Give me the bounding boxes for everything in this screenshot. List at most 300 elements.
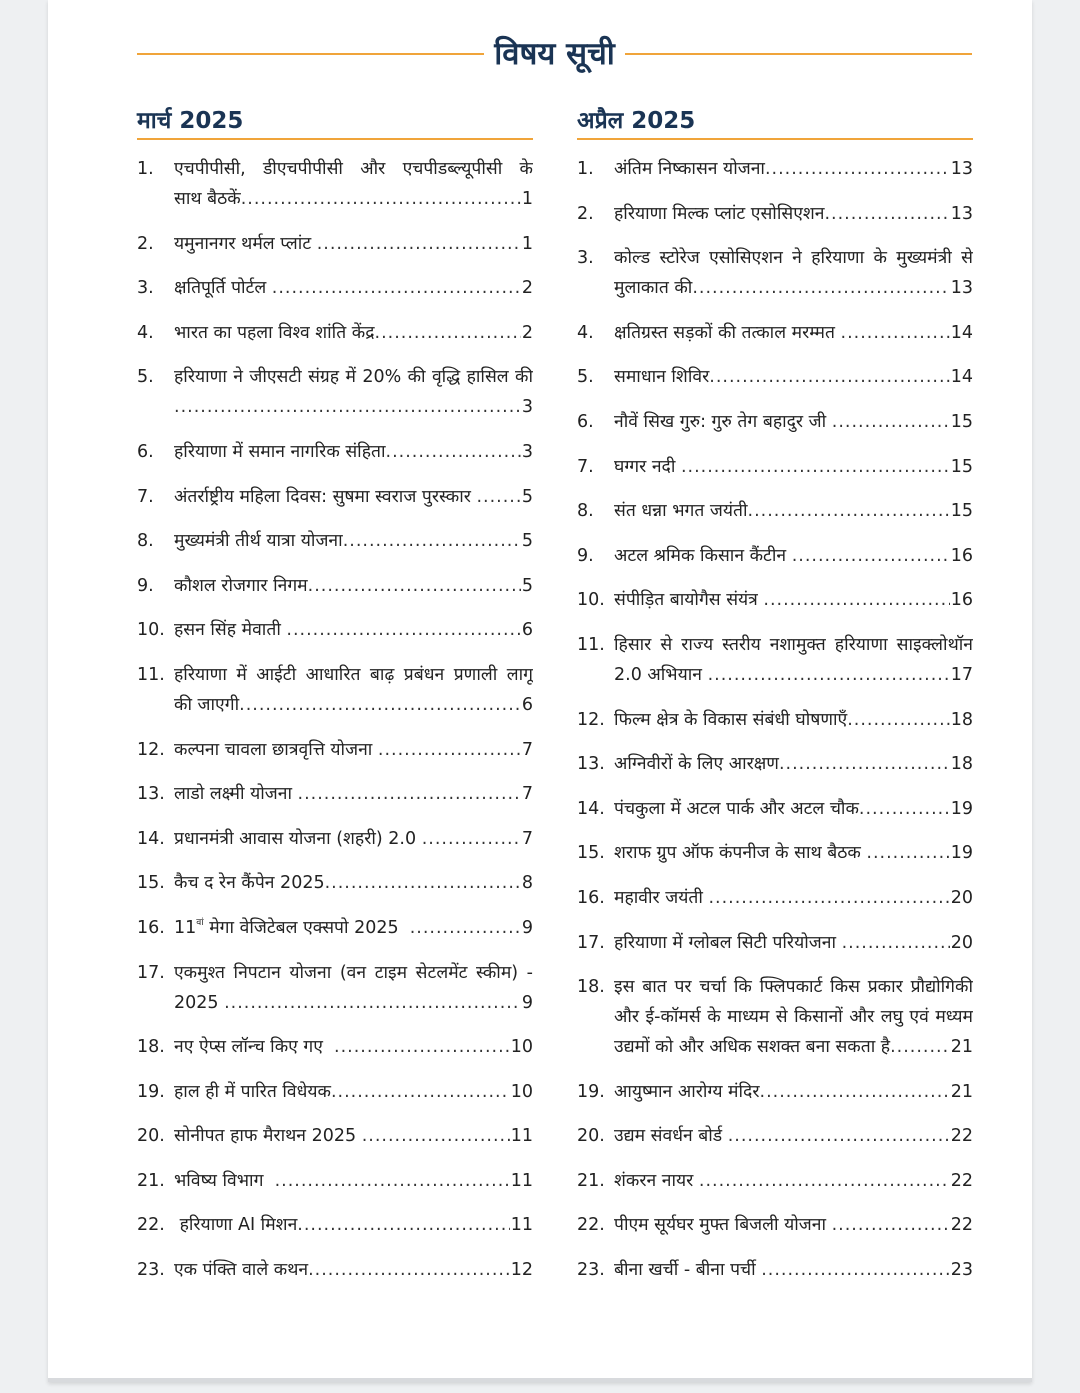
toc-entry[interactable]	[137, 273, 533, 303]
toc-entry-text: और ई-कॉमर्स के माध्यम से किसानों और लघु एवं मध्यम	[614, 1007, 973, 1028]
toc-entry-text	[174, 913, 410, 943]
toc-entry[interactable]	[137, 1032, 533, 1062]
toc-entry[interactable]	[577, 541, 973, 571]
toc-entry-body	[614, 199, 973, 229]
toc-entry-text	[174, 1121, 362, 1151]
dot-leader	[859, 794, 950, 824]
dot-leader	[779, 749, 950, 779]
toc-entry[interactable]	[137, 1166, 533, 1196]
toc-entry-body	[614, 452, 973, 482]
toc-entry-line	[174, 1255, 533, 1285]
dot-leader	[699, 1166, 950, 1196]
toc-entry-text-part: हाल ही में पारित विधेयक	[174, 1081, 331, 1102]
toc-entry-body	[174, 1032, 533, 1062]
dot-leader	[410, 913, 521, 943]
dot-leader	[832, 1210, 950, 1240]
toc-entry-text	[614, 749, 779, 779]
toc-entry[interactable]	[137, 824, 533, 854]
toc-page-number: 5	[521, 575, 533, 596]
toc-entry-line	[614, 1166, 973, 1196]
toc-entry-line	[614, 452, 973, 482]
toc-entry-number: 15.	[137, 873, 165, 894]
toc-entry-line	[174, 735, 533, 765]
toc-entry-text-part: साथ बैठकें	[174, 189, 241, 209]
toc-entry-number: 16.	[577, 887, 605, 908]
toc-entry-number: 5.	[137, 367, 154, 388]
toc-entry-text	[614, 1032, 890, 1062]
toc-entry-number: 20.	[577, 1126, 605, 1147]
dot-leader	[842, 928, 950, 958]
toc-entry[interactable]	[577, 199, 973, 229]
toc-entry-text-part: पीएम सूर्यघर मुफ्त बिजली योजना	[614, 1215, 832, 1236]
toc-page-number: 5	[521, 531, 533, 552]
toc-entry-text	[174, 1255, 308, 1285]
toc-entry-number: 3.	[137, 278, 154, 299]
toc-entry-body	[174, 229, 533, 259]
toc-page-number: 22	[950, 1126, 973, 1147]
toc-page-number: 1	[521, 189, 533, 209]
toc-entry[interactable]	[577, 452, 973, 482]
toc-entry-line	[174, 615, 533, 645]
toc-entry-text-part: उद्यमों को और अधिक सशक्त बना सकता है	[614, 1037, 891, 1058]
toc-page-number: 18	[950, 709, 973, 730]
toc-entry-number: 19.	[137, 1081, 165, 1102]
toc-page-number: 15	[950, 501, 973, 522]
dot-leader	[760, 1077, 950, 1107]
toc-entry[interactable]	[577, 243, 973, 303]
toc-entry-body	[174, 779, 533, 809]
toc-entry-body	[614, 972, 973, 1062]
toc-entry-text: एकमुश्त निपटान योजना (वन टाइम सेटलमेंट स्कीम) -	[174, 962, 533, 983]
toc-entry-text	[614, 585, 763, 615]
toc-entry-line	[174, 1077, 533, 1107]
dot-leader	[239, 690, 521, 720]
toc-entry-text	[614, 496, 748, 526]
toc-entry-text-part: उद्यम संवर्धन बोर्ड	[614, 1126, 728, 1147]
toc-entry-line	[174, 1210, 533, 1240]
toc-entry-line	[174, 482, 533, 512]
toc-entry-number: 4.	[137, 322, 154, 343]
toc-entry-line	[174, 824, 533, 854]
toc-entry-line	[174, 273, 533, 303]
toc-entry-body	[614, 318, 973, 348]
toc-entry-text	[614, 154, 765, 184]
toc-entry-body	[174, 1255, 533, 1285]
toc-entry-number: 1.	[137, 159, 154, 179]
toc-page-number: 14	[950, 322, 973, 343]
toc-page-number: 19	[950, 798, 973, 819]
toc-entry-number: 9.	[137, 575, 154, 596]
toc-entry[interactable]	[577, 705, 973, 735]
toc-entry-text-part: घग्गर नदी	[614, 456, 681, 477]
toc-page-number: 17	[950, 664, 973, 685]
toc-entry-line	[614, 705, 973, 735]
toc-entry-number: 17.	[137, 962, 165, 983]
toc-entry-text-part: नए ऐप्स लॉन्च किए गए	[174, 1037, 335, 1058]
toc-entry-text	[614, 407, 832, 437]
section-heading-march: मार्च 2025	[137, 106, 533, 140]
toc-entry-text	[614, 794, 859, 824]
toc-entry-number: 22.	[577, 1215, 605, 1236]
toc-entry-line	[614, 883, 973, 913]
toc-entry-text-part: हरियाणा में ग्लोबल सिटी परियोजना	[614, 932, 842, 953]
dot-leader	[317, 229, 521, 259]
toc-entry-number: 12.	[137, 739, 165, 760]
toc-entry[interactable]	[137, 779, 533, 809]
toc-entry-body	[174, 1077, 533, 1107]
toc-entry-body	[174, 660, 533, 720]
toc-page-number: 20	[950, 932, 973, 953]
dot-leader	[275, 1166, 510, 1196]
toc-entry-text-part: कल्पना चावला छात्रवृत्ति योजना	[174, 739, 378, 760]
toc-entry-text	[614, 838, 866, 868]
toc-page-number: 2	[521, 322, 533, 343]
toc-entry[interactable]	[577, 585, 973, 615]
toc-page-number: 22	[950, 1215, 973, 1236]
toc-column-april	[577, 106, 973, 1300]
toc-entry-text	[174, 437, 386, 467]
toc-entry-body	[174, 824, 533, 854]
toc-entry-number: 9.	[577, 545, 594, 566]
toc-entry-text-part: शराफ ग्रुप ऑफ कंपनीज के साथ बैठक	[614, 843, 867, 864]
toc-entry-text	[174, 1210, 297, 1240]
toc-entry-text	[174, 571, 308, 601]
toc-entry[interactable]	[577, 838, 973, 868]
toc-page-number: 1	[521, 233, 533, 254]
toc-entry-text-part: हरियाणा में समान नागरिक संहिता	[174, 441, 386, 462]
toc-entry-text	[614, 928, 842, 958]
toc-entry-number: 13.	[577, 754, 605, 775]
toc-entry-text-part: भविष्य विभाग	[174, 1170, 275, 1191]
toc-entry-line	[614, 794, 973, 824]
toc-entry[interactable]	[137, 154, 533, 214]
toc-page-number: 9	[521, 917, 533, 938]
toc-entry-text-part: अटल श्रमिक किसान कैंटीन	[614, 545, 792, 566]
toc-entry-text: इस बात पर चर्चा कि फ्लिपकार्ट किस प्रकार प्रौद्योगिकी	[614, 977, 973, 998]
toc-entry-text	[614, 199, 824, 229]
toc-entry[interactable]	[577, 794, 973, 824]
toc-entry-text	[614, 883, 708, 913]
dot-leader	[709, 362, 949, 392]
toc-entry-body	[174, 318, 533, 348]
toc-entry-line	[614, 585, 973, 615]
toc-list-march	[137, 154, 533, 1285]
toc-entry[interactable]	[577, 496, 973, 526]
toc-entry-body	[614, 705, 973, 735]
section-heading-april: अप्रैल 2025	[577, 106, 973, 140]
dot-leader	[765, 154, 950, 184]
toc-entry[interactable]	[577, 972, 973, 1062]
toc-entry[interactable]	[137, 437, 533, 467]
toc-entry-text-part: महावीर जयंती	[614, 887, 709, 908]
toc-entry-number: 8.	[137, 531, 154, 552]
toc-title-row	[137, 30, 972, 78]
toc-entry[interactable]	[577, 1077, 973, 1107]
toc-entry-body	[614, 243, 973, 303]
toc-entry-line	[614, 1210, 973, 1240]
toc-entry-text	[174, 868, 325, 898]
toc-entry-line	[614, 318, 973, 348]
toc-entry[interactable]	[137, 526, 533, 556]
toc-entry-text	[174, 690, 239, 720]
toc-entry-line	[174, 779, 533, 809]
toc-entry[interactable]	[137, 913, 533, 943]
toc-entry-number: 14.	[577, 798, 605, 819]
toc-entry[interactable]	[137, 482, 533, 512]
toc-entry-text	[614, 1255, 761, 1285]
toc-entry-number: 17.	[577, 932, 605, 953]
toc-entry-text	[174, 988, 224, 1018]
toc-entry-number: 10.	[137, 620, 165, 641]
toc-page-number: 11	[510, 1126, 533, 1147]
toc-entry-number: 20.	[137, 1126, 165, 1147]
toc-entry-line	[614, 1121, 973, 1151]
toc-entry-line	[174, 392, 533, 422]
toc-list-april	[577, 154, 973, 1285]
toc-entry-line	[614, 749, 973, 779]
toc-entry-text	[614, 541, 792, 571]
toc-entry-body	[174, 1210, 533, 1240]
toc-entry[interactable]	[577, 749, 973, 779]
dot-leader	[343, 526, 521, 556]
toc-page-number: 13	[950, 203, 973, 224]
toc-entry-text-part: शंकरन नायर	[614, 1170, 699, 1191]
toc-entry-body	[614, 154, 973, 184]
toc-entry-number: 18.	[577, 977, 605, 998]
toc-page-number: 13	[950, 159, 973, 179]
toc-entry[interactable]	[137, 1210, 533, 1240]
toc-page-number: 10	[510, 1037, 533, 1058]
toc-entry-body	[614, 1121, 973, 1151]
toc-entry-number: 6.	[137, 441, 154, 462]
toc-entry-number: 23.	[577, 1260, 605, 1281]
toc-page-number: 7	[521, 784, 533, 805]
toc-entry-body	[174, 868, 533, 898]
toc-entry-line	[614, 199, 973, 229]
toc-entry[interactable]	[577, 1166, 973, 1196]
toc-entry-body	[174, 1121, 533, 1151]
toc-page-number: 2	[521, 278, 533, 299]
toc-entry-number: 21.	[577, 1170, 605, 1191]
toc-entry-text-part: मुलाकात की	[614, 278, 693, 299]
dot-leader	[681, 452, 950, 482]
toc-entry-text	[174, 229, 317, 259]
toc-entry-body	[174, 1166, 533, 1196]
toc-entry[interactable]	[137, 229, 533, 259]
dot-leader	[362, 1121, 510, 1151]
toc-page-number: 15	[950, 456, 973, 477]
toc-entry[interactable]	[137, 615, 533, 645]
toc-entry-body	[174, 958, 533, 1018]
toc-entry-line	[614, 1032, 973, 1062]
dot-leader	[331, 1077, 510, 1107]
toc-entry-line	[614, 838, 973, 868]
toc-entry-line	[614, 362, 973, 392]
toc-page-number: 16	[950, 545, 973, 566]
toc-page-number: 19	[950, 843, 973, 864]
toc-entry-text-part: सोनीपत हाफ मैराथन 2025	[174, 1126, 362, 1147]
dot-leader	[308, 571, 521, 601]
toc-entry-body	[614, 362, 973, 392]
toc-entry-line	[174, 184, 533, 214]
toc-page-number: 21	[950, 1037, 973, 1058]
toc-entry-number: 14.	[137, 828, 165, 849]
dot-leader	[375, 318, 521, 348]
toc-entry-text	[614, 1210, 832, 1240]
toc-entry-body	[614, 630, 973, 690]
toc-entry-body	[174, 735, 533, 765]
toc-entry-line	[174, 913, 533, 943]
toc-entry[interactable]	[137, 735, 533, 765]
toc-page-number: 22	[950, 1170, 973, 1191]
toc-entry[interactable]	[137, 1077, 533, 1107]
toc-entry[interactable]	[577, 1121, 973, 1151]
toc-entry-line	[174, 571, 533, 601]
toc-entry-text	[174, 824, 422, 854]
toc-entry-text-part: प्रधानमंत्री आवास योजना (शहरी) 2.0	[174, 828, 422, 849]
dot-leader	[792, 541, 950, 571]
toc-entry[interactable]	[577, 318, 973, 348]
toc-entry[interactable]	[577, 407, 973, 437]
toc-page-number: 18	[950, 754, 973, 775]
toc-entry-text-part: 11	[174, 917, 197, 938]
toc-entry-text-part: 2025	[174, 992, 225, 1013]
toc-entry-body	[174, 526, 533, 556]
toc-entry[interactable]	[577, 883, 973, 913]
toc-entry-line	[174, 318, 533, 348]
toc-entry-text-part: एक पंक्ति वाले कथन	[174, 1260, 309, 1281]
toc-entry-text-part: की जाएगी	[174, 694, 240, 715]
dot-leader	[224, 988, 521, 1018]
dot-leader	[272, 273, 521, 303]
toc-entry-number: 22.	[137, 1215, 165, 1236]
toc-entry-number: 13.	[137, 784, 165, 805]
toc-entry-text-part: हरियाणा मिल्क प्लांट एसोसिएशन	[614, 203, 825, 224]
toc-entry-line	[614, 496, 973, 526]
toc-entry[interactable]	[137, 1121, 533, 1151]
dot-leader	[386, 437, 521, 467]
toc-page-number: 3	[521, 397, 533, 418]
toc-entry-number: 10.	[577, 590, 605, 611]
toc-entry[interactable]	[137, 660, 533, 720]
toc-entry-line	[174, 1166, 533, 1196]
toc-entry-text-part: क्षतिग्रस्त सड़कों की तत्काल मरम्मत	[614, 322, 841, 343]
toc-entry[interactable]	[577, 1210, 973, 1240]
toc-entry[interactable]	[577, 154, 973, 184]
toc-page-number: 21	[950, 1081, 973, 1102]
toc-entry-text-part: संत धन्ना भगत जयंती	[614, 501, 748, 522]
document-page	[48, 0, 1032, 1382]
toc-entry-number: 3.	[577, 248, 594, 269]
toc-entry[interactable]	[137, 318, 533, 348]
toc-entry[interactable]	[577, 630, 973, 690]
toc-entry-number: 11.	[577, 634, 605, 655]
toc-page-number: 12	[510, 1260, 533, 1281]
toc-entry-body	[614, 794, 973, 824]
dot-leader	[708, 883, 949, 913]
toc-page-number: 23	[950, 1260, 973, 1281]
toc-entry-text	[614, 1166, 699, 1196]
toc-entry-body	[614, 928, 973, 958]
dot-leader	[325, 868, 521, 898]
toc-entry-line	[174, 437, 533, 467]
toc-entry-number: 5.	[577, 367, 594, 388]
toc-entry-text: हरियाणा ने जीएसटी संग्रह में 20% की वृद्धि हासिल की	[174, 367, 533, 388]
toc-entry[interactable]	[137, 362, 533, 422]
toc-entry-text-part: समाधान शिविर	[614, 367, 710, 388]
toc-entry-line	[174, 690, 533, 720]
dot-leader	[241, 184, 521, 214]
toc-entry[interactable]	[137, 868, 533, 898]
dot-leader	[847, 705, 950, 735]
page-title: विषय सूची	[494, 36, 615, 72]
toc-entry[interactable]	[137, 571, 533, 601]
toc-entry-text-part: बीना खर्ची - बीना पर्ची	[614, 1260, 762, 1281]
toc-entry-text-part: हसन सिंह मेवाती	[174, 620, 287, 641]
toc-entry-body	[614, 496, 973, 526]
toc-entry[interactable]	[137, 1255, 533, 1285]
toc-entry-text-part: लाडो लक्ष्मी योजना	[174, 784, 298, 805]
toc-entry-number: 23.	[137, 1260, 165, 1281]
dot-leader	[378, 735, 521, 765]
toc-entry-text: हिसार से राज्य स्तरीय नशामुक्त हरियाणा साइक्लोथॉन	[614, 634, 973, 655]
toc-entry-number: 2.	[577, 203, 594, 224]
toc-entry-text	[614, 362, 709, 392]
toc-entry-body	[174, 273, 533, 303]
toc-entry-text-part: अग्निवीरों के लिए आरक्षण	[614, 754, 779, 775]
toc-page-number: 14	[950, 367, 973, 388]
toc-entry[interactable]	[577, 362, 973, 392]
toc-entry-text-part: संपीड़ित बायोगैस संयंत्र	[614, 590, 764, 611]
toc-entry[interactable]	[577, 1255, 973, 1285]
toc-entry-number: 11.	[137, 664, 165, 685]
toc-entry-text-part: क्षतिपूर्ति पोर्टल	[174, 278, 272, 299]
dot-leader	[174, 392, 521, 422]
dot-leader	[824, 199, 949, 229]
toc-entry-text	[174, 526, 343, 556]
toc-entry-body	[614, 838, 973, 868]
toc-entry-body	[174, 913, 533, 943]
toc-page-number: 11	[510, 1170, 533, 1191]
toc-entry-body	[614, 541, 973, 571]
toc-entry-number: 1.	[577, 159, 594, 179]
toc-entry-text-part: भारत का पहला विश्व शांति केंद्र	[174, 322, 375, 343]
dot-leader	[297, 1210, 509, 1240]
toc-entry-text-part: यमुनानगर थर्मल प्लांट	[174, 233, 317, 254]
dot-leader	[763, 585, 949, 615]
toc-entry-text	[174, 482, 476, 512]
toc-entry-body	[614, 585, 973, 615]
toc-entry[interactable]	[577, 928, 973, 958]
toc-entry-text-part: अंतिम निष्कासन योजना	[614, 159, 765, 179]
dot-leader	[866, 838, 949, 868]
toc-entry-body	[174, 482, 533, 512]
toc-entry-text-part: नौवें सिख गुरु: गुरु तेग बहादुर जी	[614, 411, 832, 432]
toc-entry-text	[174, 318, 375, 348]
toc-entry-number: 16.	[137, 917, 165, 938]
dot-leader	[761, 1255, 950, 1285]
dot-leader	[476, 482, 520, 512]
toc-entry-text: हरियाणा में आईटी आधारित बाढ़ प्रबंधन प्रणाली लागू	[174, 664, 533, 685]
toc-entry-text	[614, 452, 681, 482]
toc-page-number: 6	[521, 620, 533, 641]
toc-entry-text	[174, 273, 272, 303]
dot-leader	[748, 496, 950, 526]
toc-entry[interactable]	[137, 958, 533, 1018]
toc-page-number: 15	[950, 411, 973, 432]
toc-entry-line	[614, 541, 973, 571]
toc-entry-line	[614, 407, 973, 437]
